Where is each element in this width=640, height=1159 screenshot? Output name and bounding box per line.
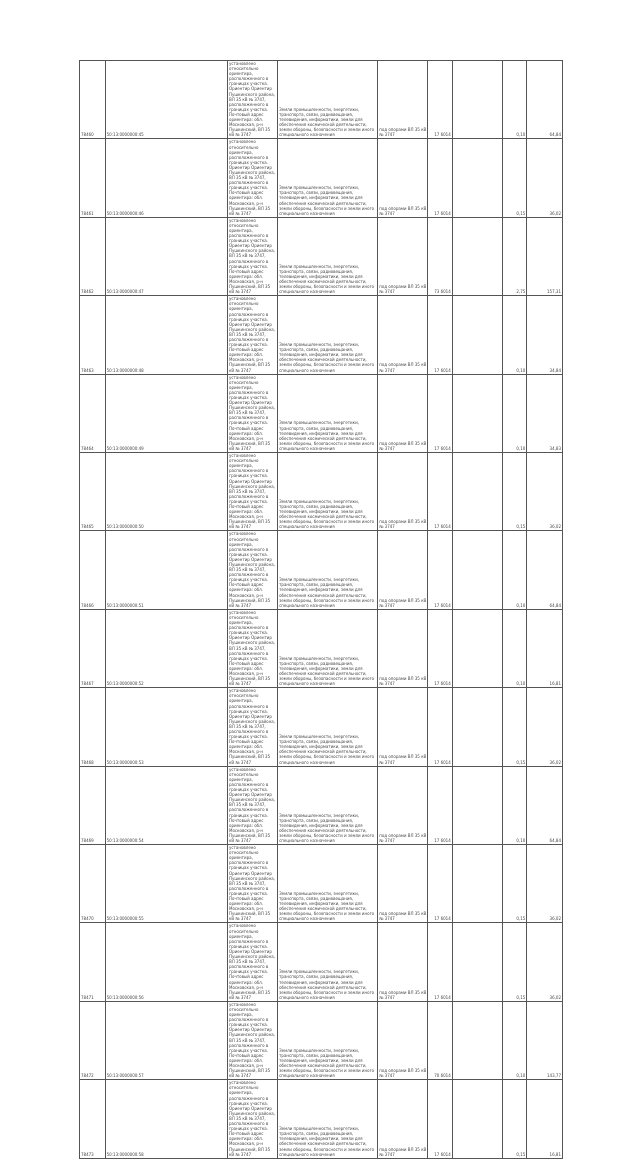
cadastral-number: 50:13:0000000:45	[105, 61, 227, 139]
rate-value: 0,10	[502, 609, 526, 687]
cadastral-number: 50:13:0000000:56	[105, 923, 227, 1001]
land-use-category: Земли промышленности, энергетики, транспорта, связи, радиовещания, телевидения, информатики, земли для обеспечения космической деятельности, земли обороны, безопасности и земли иного специального назначения	[278, 217, 378, 295]
purpose-document: под опорами ВЛ 35 кВ № 3747	[378, 766, 428, 844]
row-id: 78471	[80, 923, 106, 1001]
location-description: установлено относительно ориентира, расположенного в границах участка. Ориентир Ориентир Пушкинского района, ВЛ 35 кВ № 3747, расположенного в границах участка. Почтовый адрес ориентира: обл. Московская, р-н Пушкинский, ВЛ 35 кВ № 3747	[228, 217, 278, 295]
purpose-document: под опорами ВЛ 35 кВ № 3747	[378, 1001, 428, 1079]
cadastral-number: 50:13:0000000:49	[105, 374, 227, 452]
land-use-category: Земли промышленности, энергетики, транспорта, связи, радиовещания, телевидения, информатики, земли для обеспечения космической деятельности, земли обороны, безопасности и земли иного специального назначения	[278, 374, 378, 452]
cadastral-number: 50:13:0000000:47	[105, 217, 227, 295]
sum-value: 36,02	[527, 688, 563, 766]
sum-value: 157,31	[527, 217, 563, 295]
area-value: 73 6014	[428, 217, 452, 295]
area-value: 17 6014	[428, 296, 452, 374]
purpose-document: под опорами ВЛ 35 кВ № 3747	[378, 845, 428, 923]
empty-cell	[452, 923, 502, 1001]
empty-cell	[452, 139, 502, 217]
row-id: 78463	[80, 296, 106, 374]
table-row	[80, 688, 563, 766]
location-description: установлено относительно ориентира, расположенного в границах участка. Ориентир Ориентир Пушкинского района, ВЛ 35 кВ № 3747, расположенного в границах участка. Почтовый адрес ориентира: обл. Московская, р-н Пушкинский, ВЛ 35 кВ № 3747	[228, 1001, 278, 1079]
area-value: 17 6014	[428, 1080, 452, 1158]
purpose-document: под опорами ВЛ 35 кВ № 3747	[378, 217, 428, 295]
table-row	[80, 374, 563, 452]
rate-value: 0,15	[502, 139, 526, 217]
row-id: 78466	[80, 531, 106, 609]
area-value: 17 6014	[428, 453, 452, 531]
purpose-document: под опорами ВЛ 35 кВ № 3747	[378, 923, 428, 1001]
empty-cell	[452, 845, 502, 923]
table-row	[80, 61, 563, 139]
table-row	[80, 217, 563, 295]
table-body	[80, 61, 563, 1159]
land-use-category: Земли промышленности, энергетики, транспорта, связи, радиовещания, телевидения, информатики, земли для обеспечения космической деятельности, земли обороны, безопасности и земли иного специального назначения	[278, 1080, 378, 1158]
table-row	[80, 609, 563, 687]
cadastral-number: 50:13:0000000:53	[105, 688, 227, 766]
sum-value: 143,77	[527, 1001, 563, 1079]
cadastral-number: 50:13:0000000:57	[105, 1001, 227, 1079]
sum-value: 34,83	[527, 374, 563, 452]
rate-value: 0,10	[502, 374, 526, 452]
row-id: 78468	[80, 688, 106, 766]
rate-value: 0,10	[502, 296, 526, 374]
row-id: 78469	[80, 766, 106, 844]
empty-cell	[452, 374, 502, 452]
purpose-document: под опорами ВЛ 35 кВ № 3747	[378, 1080, 428, 1158]
row-id: 78470	[80, 845, 106, 923]
row-id: 78461	[80, 139, 106, 217]
sum-value: 36,02	[527, 139, 563, 217]
rate-value: 0,10	[502, 766, 526, 844]
location-description: установлено относительно ориентира, расположенного в границах участка. Ориентир Ориентир Пушкинского района, ВЛ 35 кВ № 3747, расположенного в границах участка. Почтовый адрес ориентира: обл. Московская, р-н Пушкинский, ВЛ 35 кВ № 3747	[228, 139, 278, 217]
cadastral-number: 50:13:0000000:46	[105, 139, 227, 217]
land-use-category: Земли промышленности, энергетики, транспорта, связи, радиовещания, телевидения, информатики, земли для обеспечения космической деятельности, земли обороны, безопасности и земли иного специального назначения	[278, 845, 378, 923]
table-row	[80, 1080, 563, 1158]
cadastral-number: 50:13:0000000:52	[105, 609, 227, 687]
row-id: 78467	[80, 609, 106, 687]
table-row	[80, 139, 563, 217]
sum-value: 36,02	[527, 453, 563, 531]
cadastral-number: 50:13:0000000:51	[105, 531, 227, 609]
cadastral-number: 50:13:0000000:50	[105, 453, 227, 531]
sum-value: 34,84	[527, 296, 563, 374]
area-value: 17 6014	[428, 688, 452, 766]
rate-value: 0,15	[502, 923, 526, 1001]
location-description: установлено относительно ориентира, расположенного в границах участка. Ориентир Ориентир Пушкинского района, ВЛ 35 кВ № 3747, расположенного в границах участка. Почтовый адрес ориентира: обл. Московская, р-н Пушкинский, ВЛ 35 кВ № 3747	[228, 531, 278, 609]
row-id: 78473	[80, 1080, 106, 1158]
area-value: 17 6014	[428, 766, 452, 844]
area-value: 17 6014	[428, 609, 452, 687]
purpose-document: под опорами ВЛ 35 кВ № 3747	[378, 453, 428, 531]
land-use-category: Земли промышленности, энергетики, транспорта, связи, радиовещания, телевидения, информатики, земли для обеспечения космической деятельности, земли обороны, безопасности и земли иного специального назначения	[278, 61, 378, 139]
area-value: 17 6014	[428, 531, 452, 609]
row-id: 78472	[80, 1001, 106, 1079]
location-description: установлено относительно ориентира, расположенного в границах участка. Ориентир Ориентир Пушкинского района, ВЛ 35 кВ № 3747, расположенного в границах участка. Почтовый адрес ориентира: обл. Московская, р-н Пушкинский, ВЛ 35 кВ № 3747	[228, 374, 278, 452]
rate-value: 0,10	[502, 1001, 526, 1079]
sum-value: 36,02	[527, 845, 563, 923]
land-use-category: Земли промышленности, энергетики, транспорта, связи, радиовещания, телевидения, информатики, земли для обеспечения космической деятельности, земли обороны, безопасности и земли иного специального назначения	[278, 453, 378, 531]
row-id: 78460	[80, 61, 106, 139]
location-description: установлено относительно ориентира, расположенного в границах участка. Ориентир Ориентир Пушкинского района, ВЛ 35 кВ № 3747, расположенного в границах участка. Почтовый адрес ориентира: обл. Московская, р-н Пушкинский, ВЛ 35 кВ № 3747	[228, 688, 278, 766]
purpose-document: под опорами ВЛ 35 кВ № 3747	[378, 374, 428, 452]
area-value: 17 6014	[428, 845, 452, 923]
purpose-document: под опорами ВЛ 35 кВ № 3747	[378, 688, 428, 766]
land-use-category: Земли промышленности, энергетики, транспорта, связи, радиовещания, телевидения, информатики, земли для обеспечения космической деятельности, земли обороны, безопасности и земли иного специального назначения	[278, 923, 378, 1001]
location-description: установлено относительно ориентира, расположенного в границах участка. Ориентир Ориентир Пушкинского района, ВЛ 35 кВ № 3747, расположенного в границах участка. Почтовый адрес ориентира: обл. Московская, р-н Пушкинский, ВЛ 35 кВ № 3747	[228, 61, 278, 139]
purpose-document: под опорами ВЛ 35 кВ № 3747	[378, 61, 428, 139]
rate-value: 0,15	[502, 845, 526, 923]
sum-value: 64,84	[527, 531, 563, 609]
empty-cell	[452, 296, 502, 374]
land-register-table	[79, 60, 563, 1159]
table-row	[80, 845, 563, 923]
rate-value: 2,75	[502, 217, 526, 295]
empty-cell	[452, 531, 502, 609]
cadastral-number: 50:13:0000000:58	[105, 1080, 227, 1158]
rate-value: 0,10	[502, 531, 526, 609]
table-row	[80, 923, 563, 1001]
area-value: 17 6014	[428, 61, 452, 139]
table-row	[80, 296, 563, 374]
location-description: установлено относительно ориентира, расположенного в границах участка. Ориентир Ориентир Пушкинского района, ВЛ 35 кВ № 3747, расположенного в границах участка. Почтовый адрес ориентира: обл. Московская, р-н Пушкинский, ВЛ 35 кВ № 3747	[228, 1080, 278, 1158]
purpose-document: под опорами ВЛ 35 кВ № 3747	[378, 531, 428, 609]
table-row	[80, 1001, 563, 1079]
row-id: 78465	[80, 453, 106, 531]
rate-value: 0,10	[502, 61, 526, 139]
empty-cell	[452, 217, 502, 295]
table-row	[80, 766, 563, 844]
row-id: 78464	[80, 374, 106, 452]
rate-value: 0,15	[502, 688, 526, 766]
location-description: установлено относительно ориентира, расположенного в границах участка. Ориентир Ориентир Пушкинского района, ВЛ 35 кВ № 3747, расположенного в границах участка. Почтовый адрес ориентира: обл. Московская, р-н Пушкинский, ВЛ 35 кВ № 3747	[228, 453, 278, 531]
land-use-category: Земли промышленности, энергетики, транспорта, связи, радиовещания, телевидения, информатики, земли для обеспечения космической деятельности, земли обороны, безопасности и земли иного специального назначения	[278, 609, 378, 687]
area-value: 17 6014	[428, 923, 452, 1001]
empty-cell	[452, 688, 502, 766]
empty-cell	[452, 609, 502, 687]
table-row	[80, 531, 563, 609]
sum-value: 16,81	[527, 1080, 563, 1158]
sum-value: 64,84	[527, 61, 563, 139]
sum-value: 64,84	[527, 766, 563, 844]
location-description: установлено относительно ориентира, расположенного в границах участка. Ориентир Ориентир Пушкинского района, ВЛ 35 кВ № 3747, расположенного в границах участка. Почтовый адрес ориентира: обл. Московская, р-н Пушкинский, ВЛ 35 кВ № 3747	[228, 296, 278, 374]
rate-value: 0,15	[502, 453, 526, 531]
land-use-category: Земли промышленности, энергетики, транспорта, связи, радиовещания, телевидения, информатики, земли для обеспечения космической деятельности, земли обороны, безопасности и земли иного специального назначения	[278, 531, 378, 609]
cadastral-number: 50:13:0000000:54	[105, 766, 227, 844]
cadastral-number: 50:13:0000000:55	[105, 845, 227, 923]
sum-value: 16,81	[527, 609, 563, 687]
row-id: 78462	[80, 217, 106, 295]
table-row	[80, 453, 563, 531]
empty-cell	[452, 1001, 502, 1079]
land-use-category: Земли промышленности, энергетики, транспорта, связи, радиовещания, телевидения, информатики, земли для обеспечения космической деятельности, земли обороны, безопасности и земли иного специального назначения	[278, 1001, 378, 1079]
location-description: установлено относительно ориентира, расположенного в границах участка. Ориентир Ориентир Пушкинского района, ВЛ 35 кВ № 3747, расположенного в границах участка. Почтовый адрес ориентира: обл. Московская, р-н Пушкинский, ВЛ 35 кВ № 3747	[228, 766, 278, 844]
land-use-category: Земли промышленности, энергетики, транспорта, связи, радиовещания, телевидения, информатики, земли для обеспечения космической деятельности, земли обороны, безопасности и земли иного специального назначения	[278, 296, 378, 374]
land-use-category: Земли промышленности, энергетики, транспорта, связи, радиовещания, телевидения, информатики, земли для обеспечения космической деятельности, земли обороны, безопасности и земли иного специального назначения	[278, 688, 378, 766]
empty-cell	[452, 766, 502, 844]
empty-cell	[452, 453, 502, 531]
area-value: 17 6014	[428, 374, 452, 452]
empty-cell	[452, 1080, 502, 1158]
location-description: установлено относительно ориентира, расположенного в границах участка. Ориентир Ориентир Пушкинского района, ВЛ 35 кВ № 3747, расположенного в границах участка. Почтовый адрес ориентира: обл. Московская, р-н Пушкинский, ВЛ 35 кВ № 3747	[228, 923, 278, 1001]
empty-cell	[452, 61, 502, 139]
sum-value: 36,02	[527, 923, 563, 1001]
purpose-document: под опорами ВЛ 35 кВ № 3747	[378, 139, 428, 217]
rate-value: 0,15	[502, 1080, 526, 1158]
purpose-document: под опорами ВЛ 35 кВ № 3747	[378, 609, 428, 687]
purpose-document: под опорами ВЛ 35 кВ № 3747	[378, 296, 428, 374]
land-use-category: Земли промышленности, энергетики, транспорта, связи, радиовещания, телевидения, информатики, земли для обеспечения космической деятельности, земли обороны, безопасности и земли иного специального назначения	[278, 766, 378, 844]
cadastral-number: 50:13:0000000:48	[105, 296, 227, 374]
location-description: установлено относительно ориентира, расположенного в границах участка. Ориентир Ориентир Пушкинского района, ВЛ 35 кВ № 3747, расположенного в границах участка. Почтовый адрес ориентира: обл. Московская, р-н Пушкинский, ВЛ 35 кВ № 3747	[228, 845, 278, 923]
area-value: 17 6014	[428, 139, 452, 217]
area-value: 70 6014	[428, 1001, 452, 1079]
location-description: установлено относительно ориентира, расположенного в границах участка. Ориентир Ориентир Пушкинского района, ВЛ 35 кВ № 3747, расположенного в границах участка. Почтовый адрес ориентира: обл. Московская, р-н Пушкинский, ВЛ 35 кВ № 3747	[228, 609, 278, 687]
land-use-category: Земли промышленности, энергетики, транспорта, связи, радиовещания, телевидения, информатики, земли для обеспечения космической деятельности, земли обороны, безопасности и земли иного специального назначения	[278, 139, 378, 217]
